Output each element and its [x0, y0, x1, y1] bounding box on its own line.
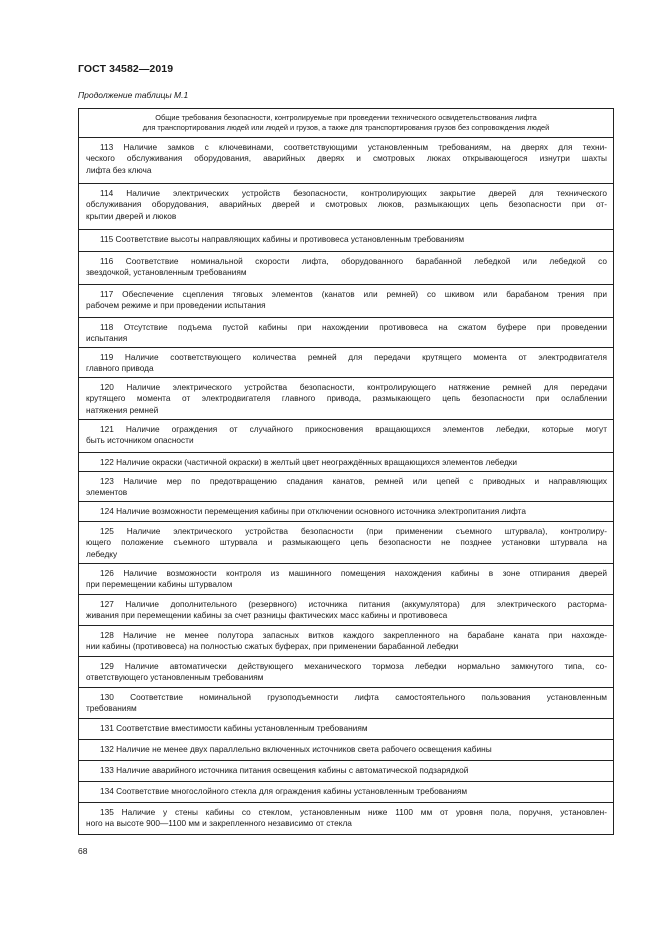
table-row: [79, 782, 613, 803]
row-text-line: 127 Наличие дополнительного (резервного) источника питания (аккумулятора) для электрического растормa-: [100, 599, 607, 609]
row-text-line: 119 Наличие соответствующего количества ремней для передачи крутящего момента от электродвигателя: [100, 352, 607, 362]
row-text-line: 117 Обеспечение сцепления тяговых элементов (канатов или ремней) со шкивом или барабаном трения при: [100, 289, 607, 299]
row-text-line: при перемещении кабины штурвалом: [86, 579, 233, 590]
row-text-line: ного на высоте 900—1100 мм и закрепленного независимо от стекла: [86, 818, 352, 829]
row-text-line: главного привода: [86, 363, 154, 374]
requirements-table: [78, 108, 614, 835]
row-text-line: ческого обслуживания оборудования, аварийных дверях и смотровых люках открывающегося изнутри шахты: [86, 153, 607, 164]
row-text-line: 113 Наличие замков с ключевинами, соответствующими установленным требованиям, на дверях для техни-: [100, 142, 607, 152]
row-text-line: быть источником опасности: [86, 435, 194, 446]
table-body: [79, 138, 613, 834]
table-row: [79, 453, 613, 472]
row-text-line: 133 Наличие аварийного источника питания освещения кабины с автоматической подзарядкой: [100, 765, 469, 775]
row-text-line: 132 Наличие не менее двух параллельно включенных источников света рабочего освещения кабины: [100, 744, 492, 754]
table-row: [79, 138, 613, 184]
row-text-line: 125 Наличие электрического устройства безопасности (при применении съемного штурвала), контролиру-: [100, 526, 607, 536]
row-text-line: 131 Соответствие вместимости кабины установленным требованиям: [100, 723, 368, 733]
row-text-line: 134 Соответствие многослойного стекла для ограждения кабины установленным требованиям: [100, 786, 468, 796]
row-text-line: нии кабины (противовеса) на полностью сжатых буферах, при применении барабанной лебедки: [86, 641, 459, 652]
table-row: [79, 626, 613, 657]
table-row: [79, 688, 613, 719]
row-text-line: живания при перемещении кабины за счет разницы фактических масс кабины и противовеса: [86, 610, 448, 621]
table-header: [79, 109, 613, 138]
row-text-line: крытии дверей и люков: [86, 210, 177, 221]
row-text-line: 128 Наличие не менее полутора запасных витков каждого закрепленного на барабане каната при нахожде-: [100, 630, 607, 640]
table-row: [79, 230, 613, 252]
table-header-line: для транспортирования людей или людей и грузов, а также для транспортирования грузов без сопровождения людей: [142, 123, 550, 132]
table-row: [79, 502, 613, 522]
row-text-line: 115 Соответствие высоты направляющих кабины и противовеса установленным требованиям: [100, 234, 465, 244]
table-row: [79, 348, 613, 378]
row-text-line: ющего положение съемного штурвала и размыкающего цепь безопасности не позднее установки штурвала на: [86, 537, 607, 548]
row-text-line: 121 Наличие ограждения от случайного прикосновения вращающихся элементов лебедки, которые могут: [100, 424, 607, 434]
table-row: [79, 522, 613, 564]
table-row: [79, 740, 613, 761]
row-text-line: звездочкой, установленным требованиям: [86, 267, 247, 278]
table-row: [79, 318, 613, 348]
table-header-line: Общие требования безопасности, контролируемые при проведении технического освидетельствования лифта: [155, 113, 537, 122]
row-text-line: 126 Наличие возможности контроля из машинного помещения нахождения кабины в зоне отпирания дверей: [100, 568, 607, 578]
row-text-line: 130 Соответствие номинальной грузоподъемности лифта самостоятельного пользования установленным: [100, 692, 607, 702]
table-row: [79, 761, 613, 782]
row-text-line: лифта без ключа: [86, 164, 152, 175]
row-text-line: крутящего момента от электродвигателя главного привода, размыкающего цепь безопасности при ослаблении: [86, 393, 607, 404]
row-text-line: рабочем режиме и при проведении испытания: [86, 300, 266, 311]
row-text-line: 120 Наличие электрического устройства безопасности, контролирующего натяжение ремней для передачи: [100, 382, 607, 392]
row-text-line: 123 Наличие мер по предотвращению спадания канатов, ремней или цепей с приводных и направляющих: [100, 476, 607, 486]
document-title: ГОСТ 34582—2019: [78, 63, 174, 75]
row-text-line: лебедку: [86, 548, 118, 559]
row-text-line: 122 Наличие окраски (частичной окраски) в желтый цвет неограждённых вращающихся элементов лебедки: [100, 457, 518, 467]
row-text-line: натяжения ремней: [86, 404, 159, 415]
row-text-line: обслуживания оборудования, аварийных дверей и смотровых люков, размыкающих цепь безопасности при от-: [86, 199, 607, 210]
table-row: [79, 378, 613, 420]
table-row: [79, 472, 613, 502]
page-number: 68: [78, 846, 88, 856]
row-text-line: требованиям: [86, 703, 137, 714]
table-row: [79, 184, 613, 230]
row-text-line: 135 Наличие у стены кабины со стеклом, установленным ниже 1100 мм от уровня пола, поручня, установлен-: [100, 807, 607, 817]
table-row: [79, 564, 613, 595]
table-row: [79, 719, 613, 740]
row-text-line: ответствующего установленным требованиям: [86, 672, 264, 683]
row-text-line: испытания: [86, 333, 128, 344]
row-text-line: 124 Наличие возможности перемещения кабины при отключении основного источника электропитания лифта: [100, 506, 526, 516]
table-row: [79, 252, 613, 285]
row-text-line: элементов: [86, 487, 128, 498]
row-text-line: 116 Соответствие номинальной скорости лифта, оборудованного барабанной лебедкой или лебедкой со: [100, 256, 607, 266]
table-caption: Продолжение таблицы М.1: [78, 90, 189, 100]
table-row: [79, 803, 613, 834]
row-text-line: 118 Отсутствие подъема пустой кабины при нахождении противовеса на сжатом буфере при проведении: [100, 322, 607, 332]
row-text-line: 129 Наличие автоматически действующего механического тормоза лебедки нормально замкнутого типа, со-: [100, 661, 607, 671]
table-row: [79, 285, 613, 318]
row-text-line: 114 Наличие электрических устройств безопасности, контролирующих закрытие дверей для технического: [100, 188, 607, 198]
table-row: [79, 595, 613, 626]
table-row: [79, 420, 613, 453]
table-row: [79, 657, 613, 688]
